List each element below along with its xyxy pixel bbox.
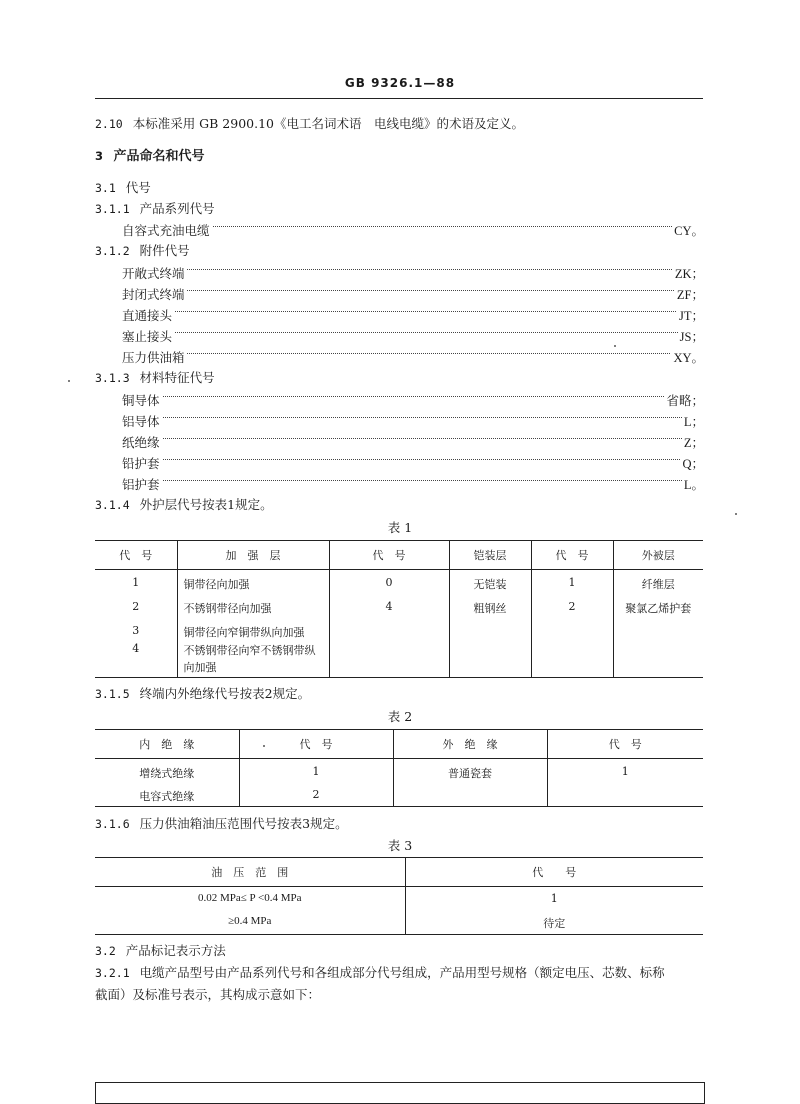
- table-cell: [613, 640, 703, 678]
- dot-leader: [122, 417, 704, 418]
- code-row: [122, 264, 704, 280]
- code-label: 自容式充油电缆: [122, 223, 210, 238]
- section-text: 材料特征代号: [139, 370, 215, 385]
- code-value: Z；: [682, 433, 704, 451]
- table-cell: 电容式绝缘: [95, 783, 239, 807]
- header-cell: 内 绝 缘: [95, 730, 239, 759]
- table-cell: 1: [239, 759, 393, 783]
- header-cell: 油 压 范 围: [95, 858, 405, 887]
- header-cell: 加 强 层: [177, 541, 329, 570]
- table-row: [95, 570, 703, 596]
- table-cell: 不锈钢带径向加强: [177, 596, 329, 620]
- section-3-2-1: [95, 965, 665, 981]
- table-2: [95, 729, 703, 807]
- header-cell: 代 号: [547, 730, 703, 759]
- table-cell: 2: [239, 783, 393, 807]
- section-number: 3.1.4: [95, 498, 130, 512]
- code-value: ZF；: [675, 285, 704, 303]
- table-cell: ≥0.4 MPa: [95, 911, 405, 935]
- section-number: 3.2: [95, 944, 116, 958]
- table-cell: 待定: [405, 911, 703, 935]
- code-label: 铅护套: [122, 456, 160, 471]
- table-cell: 4: [95, 640, 177, 678]
- code-row: [122, 327, 704, 343]
- section-text: 压力供油箱油压范围代号按表3规定。: [139, 816, 348, 831]
- table-cell: 铜带径向加强: [177, 570, 329, 596]
- code-label: 封闭式终端: [122, 287, 185, 302]
- table-cell: 铜带径向窄铜带纵向加强: [177, 620, 329, 640]
- section-text: 代号: [125, 180, 151, 195]
- schematic-frame: [95, 1082, 705, 1104]
- code-label: 铜导体: [122, 393, 160, 408]
- dot-leader: [122, 332, 704, 333]
- dot-leader: [122, 311, 704, 312]
- table-cell: [547, 783, 703, 807]
- code-row: [122, 221, 704, 237]
- section-text: 终端内外绝缘代号按表2规定。: [139, 686, 311, 701]
- header-cell: 代 号: [405, 858, 703, 887]
- table-cell: 增绕式绝缘: [95, 759, 239, 783]
- dot-leader: [122, 290, 704, 291]
- table-cell: 1: [95, 570, 177, 596]
- table-cell: 2: [95, 596, 177, 620]
- code-value: JS；: [678, 327, 704, 345]
- section-number: 3.1.1: [95, 202, 130, 216]
- table-row: [95, 596, 703, 620]
- code-value: 省略；: [664, 391, 704, 409]
- section-3-1: [95, 180, 151, 196]
- dot-leader: [122, 438, 704, 439]
- dot-leader: [122, 480, 704, 481]
- code-row: [122, 348, 704, 364]
- section-number: 3.1.6: [95, 817, 130, 831]
- code-row: [122, 306, 704, 322]
- section-3-1-5: [95, 686, 310, 702]
- table-header-row: [95, 541, 703, 570]
- section-3-1-2: [95, 243, 190, 259]
- table-cell: 粗钢丝: [449, 596, 531, 620]
- table-row: [95, 640, 703, 678]
- table-cell: [531, 640, 613, 678]
- table-row: [95, 783, 703, 807]
- header-rule: [95, 98, 703, 99]
- header-cell: 铠装层: [449, 541, 531, 570]
- table-cell: 无铠装: [449, 570, 531, 596]
- section-3-1-4: [95, 497, 273, 513]
- section-3-heading: [95, 148, 205, 165]
- section-text: 产品系列代号: [139, 201, 215, 216]
- code-row: [122, 391, 704, 407]
- section-text: 产品标记表示方法: [125, 943, 226, 958]
- header-cell: 代 号: [239, 730, 393, 759]
- table-cell: 0: [329, 570, 449, 596]
- table-2-caption: 表 2: [387, 709, 413, 724]
- code-value: L；: [682, 412, 704, 430]
- section-text: 附件代号: [139, 243, 190, 258]
- section-3-2-1-continuation: 截面）及标准号表示，其构成示意如下：: [95, 987, 321, 1002]
- code-row: [122, 454, 704, 470]
- code-label: 塞止接头: [122, 329, 173, 344]
- code-label: 开敞式终端: [122, 266, 185, 281]
- table-cell: 2: [531, 596, 613, 620]
- table-row: [95, 620, 703, 640]
- code-row: [122, 412, 704, 428]
- table-header-row: [95, 858, 703, 887]
- table-cell: [531, 620, 613, 640]
- table-cell: 聚氯乙烯护套: [613, 596, 703, 620]
- header-cell: 外被层: [613, 541, 703, 570]
- code-value: JT；: [677, 306, 704, 324]
- section-2-10: [95, 116, 524, 132]
- table-cell: 1: [405, 887, 703, 911]
- code-value: XY。: [671, 348, 704, 366]
- section-number: 3.1.5: [95, 687, 130, 701]
- section-3-1-3: [95, 370, 215, 386]
- code-row: [122, 285, 704, 301]
- section-number: 3: [95, 149, 104, 163]
- code-value: ZK；: [673, 264, 704, 282]
- table-row: [95, 759, 703, 783]
- table-3: [95, 857, 703, 935]
- code-label: 铝导体: [122, 414, 160, 429]
- code-value: CY。: [672, 221, 704, 239]
- code-value: Q；: [680, 454, 704, 472]
- section-3-2: [95, 943, 226, 959]
- code-row: [122, 433, 704, 449]
- table-cell: 3: [95, 620, 177, 640]
- code-label: 铝护套: [122, 477, 160, 492]
- section-number: 3.2.1: [95, 966, 130, 980]
- table-cell: [449, 640, 531, 678]
- code-label: 直通接头: [122, 308, 173, 323]
- section-text: 外护层代号按表1规定。: [139, 497, 273, 512]
- table-row: [95, 887, 703, 911]
- table-cell: 1: [547, 759, 703, 783]
- dot-leader: [122, 459, 704, 460]
- table-cell: [329, 640, 449, 678]
- section-number: 3.1: [95, 181, 116, 195]
- table-cell: 不锈钢带径向窄不锈钢带纵向加强: [177, 640, 329, 678]
- table-3-caption: 表 3: [387, 838, 413, 853]
- table-cell: 普通瓷套: [393, 759, 547, 783]
- code-label: 纸绝缘: [122, 435, 160, 450]
- dot-leader: [122, 269, 704, 270]
- table-cell: 纤维层: [613, 570, 703, 596]
- table-cell: [329, 620, 449, 640]
- section-text: 本标准采用 GB 2900.10《电工名词术语 电线电缆》的术语及定义。: [132, 116, 524, 131]
- scan-speck: [614, 345, 616, 347]
- section-text: 电缆产品型号由产品系列代号和各组成部分代号组成，产品用型号规格（额定电压、芯数、标称: [139, 965, 665, 980]
- table-cell: 0.02 MPa≤ P <0.4 MPa: [95, 887, 405, 911]
- table-1-caption: 表 1: [387, 520, 413, 535]
- scan-speck: [735, 513, 737, 515]
- page-header: GB 9326.1—88: [344, 76, 456, 90]
- code-value: L。: [682, 475, 704, 493]
- section-number: 2.10: [95, 117, 123, 131]
- table-cell: [613, 620, 703, 640]
- section-number: 3.1.2: [95, 244, 130, 258]
- table-1: [95, 540, 703, 678]
- table-cell: [393, 783, 547, 807]
- dot-leader: [122, 353, 704, 354]
- table-cell: [449, 620, 531, 640]
- table-cell: 4: [329, 596, 449, 620]
- section-3-1-6: [95, 816, 348, 832]
- scan-speck: [68, 380, 70, 382]
- table-cell: 1: [531, 570, 613, 596]
- section-3-1-1: [95, 201, 215, 217]
- code-label: 压力供油箱: [122, 350, 185, 365]
- code-row: [122, 475, 704, 491]
- header-cell: 代 号: [531, 541, 613, 570]
- dot-leader: [122, 396, 704, 397]
- scan-speck: [263, 745, 265, 747]
- header-cell: 代 号: [95, 541, 177, 570]
- header-cell: 代 号: [329, 541, 449, 570]
- header-cell: 外 绝 缘: [393, 730, 547, 759]
- table-row: [95, 911, 703, 935]
- section-number: 3.1.3: [95, 371, 130, 385]
- section-text: 产品命名和代号: [113, 149, 205, 164]
- table-header-row: [95, 730, 703, 759]
